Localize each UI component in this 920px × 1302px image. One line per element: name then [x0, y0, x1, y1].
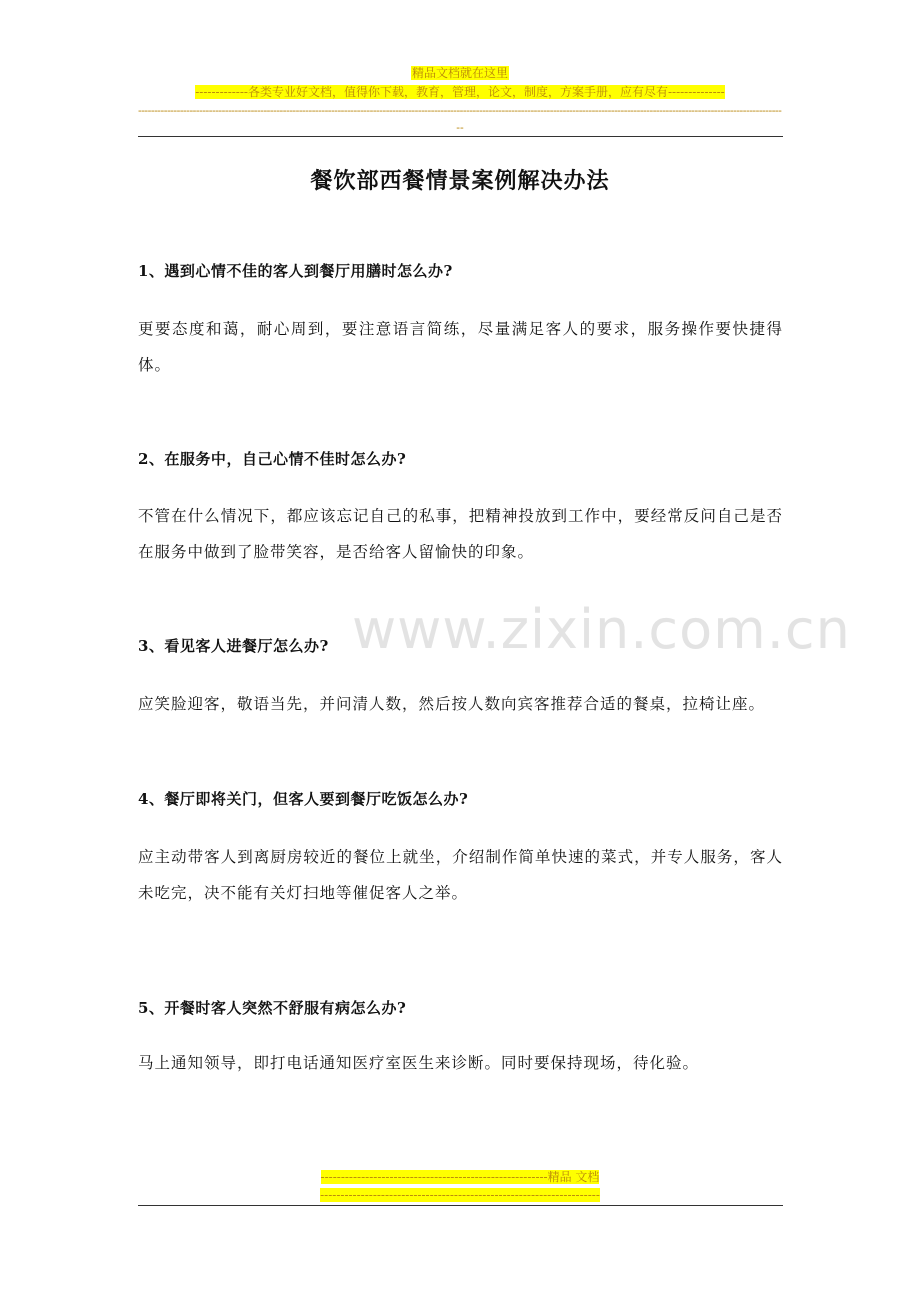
answer-5: 马上通知领导，即打电话通知医疗室医生来诊断。同时要保持现场，待化验。: [138, 1054, 700, 1072]
question-5: 5、开餐时客人突然不舒服有病怎么办?: [138, 999, 407, 1017]
header-tagline-text: -------------各类专业好文档，值得你下载，教育，管理，论文，制度，方案手册，应有尽有--------------: [195, 85, 725, 99]
question-4: 4、餐厅即将关门，但客人要到餐厅吃饭怎么办?: [138, 790, 469, 808]
watermark: www.zixin.com.cn: [352, 598, 851, 661]
question-2: 2、在服务中，自己心情不佳时怎么办?: [138, 450, 407, 468]
footer-line-2: [0, 1188, 920, 1202]
answer-2: 不管在什么情况下，都应该忘记自己的私事，把精神投放到工作中，要经常反问自己是否在服务中做到了脸带笑容，是否给客人留愉快的印象。: [138, 507, 783, 561]
header-tagline: [0, 85, 920, 99]
question-3: 3、看见客人进餐厅怎么办?: [138, 637, 329, 655]
header-dash-line: --------------------------------------------------------------------------------------------------------------------------------------------------------------------------------------------------------: [138, 104, 782, 117]
header-banner: [0, 66, 920, 80]
header-dash-line-end: --: [456, 121, 464, 134]
answer-1: 更要态度和蔼，耐心周到，要注意语言简练，尽量满足客人的要求，服务操作要快捷得体。: [138, 320, 783, 374]
question-1: 1、遇到心情不佳的客人到餐厅用膳时怎么办?: [138, 262, 453, 280]
answer-4: 应主动带客人到离厨房较近的餐位上就坐，介绍制作简单快速的菜式，并专人服务，客人未吃完，决不能有关灯扫地等催促客人之举。: [138, 848, 783, 902]
footer-line-2-text: ---------------------------------------------------------------------: [320, 1188, 600, 1202]
answer-3: 应笑脸迎客，敬语当先，并问清人数，然后按人数向宾客推荐合适的餐桌，拉椅让座。: [138, 695, 766, 713]
footer-rule: [138, 1205, 783, 1206]
header-rule: [138, 136, 783, 137]
footer-line-1: [0, 1170, 920, 1184]
page-title: 餐饮部西餐情景案例解决办法: [310, 168, 610, 194]
header-top-text: 精品文档就在这里: [411, 66, 508, 80]
footer-line-1-text: --------------------------------------------------------精品 文档: [320, 1170, 600, 1184]
